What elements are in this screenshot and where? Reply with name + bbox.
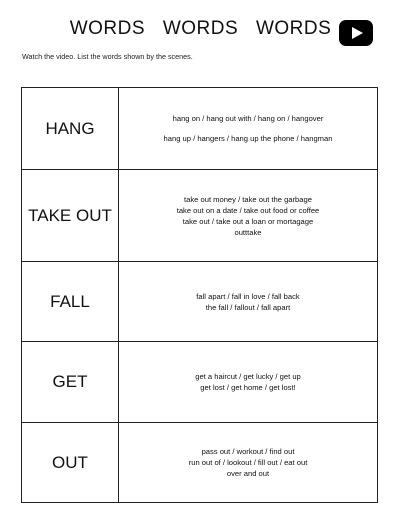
row-phrases — [119, 170, 378, 262]
phrase-line: take out money / take out the garbage — [184, 194, 312, 204]
phrase-line: run out of / lookout / fill out / eat out — [188, 458, 308, 467]
table-row-out — [22, 423, 378, 503]
row-phrases — [119, 342, 378, 423]
phrase-line: outttake — [234, 227, 262, 237]
table-row-hang — [22, 88, 378, 170]
row-phrases — [119, 88, 378, 170]
table-row-get — [22, 342, 378, 423]
phrase-line: pass out / workout / find out — [201, 447, 295, 456]
row-phrases — [119, 262, 378, 342]
table-row-fall — [22, 262, 378, 342]
row-phrases — [119, 423, 378, 503]
row-word: HANG — [22, 88, 119, 170]
instructions-text: Watch the video. List the words shown by the scenes. — [22, 52, 193, 61]
phrase-line: hang on / hang out with / hang on / hangover — [172, 114, 324, 123]
phrase-line: take out / take out a loan or mortagage — [182, 216, 314, 226]
phrase-line: the fall / fallout / fall apart — [205, 302, 291, 312]
words-table — [21, 87, 378, 503]
phrase-line: hang up / hangers / hang up the phone / hangman — [163, 134, 333, 143]
play-triangle-icon — [352, 27, 363, 39]
row-word: OUT — [22, 423, 119, 503]
phrase-gap — [119, 124, 377, 133]
phrase-line: fall apart / fall in love / fall back — [196, 291, 300, 301]
title-word-3: WORDS — [255, 18, 332, 39]
row-word: GET — [22, 342, 119, 423]
phrase-line: get a haircut / get lucky / get up — [195, 372, 301, 381]
play-button-icon[interactable] — [339, 20, 373, 46]
phrase-line: get lost / get home / get lost! — [200, 383, 296, 392]
row-word: FALL — [22, 262, 119, 342]
title-word-1: WORDS — [69, 18, 146, 39]
phrase-line: take out on a date / take out food or coffee — [176, 205, 320, 215]
title-word-2: WORDS — [162, 18, 239, 39]
table-row-take-out — [22, 170, 378, 262]
phrase-line: over and out — [226, 469, 270, 478]
row-word: TAKE OUT — [22, 170, 119, 262]
